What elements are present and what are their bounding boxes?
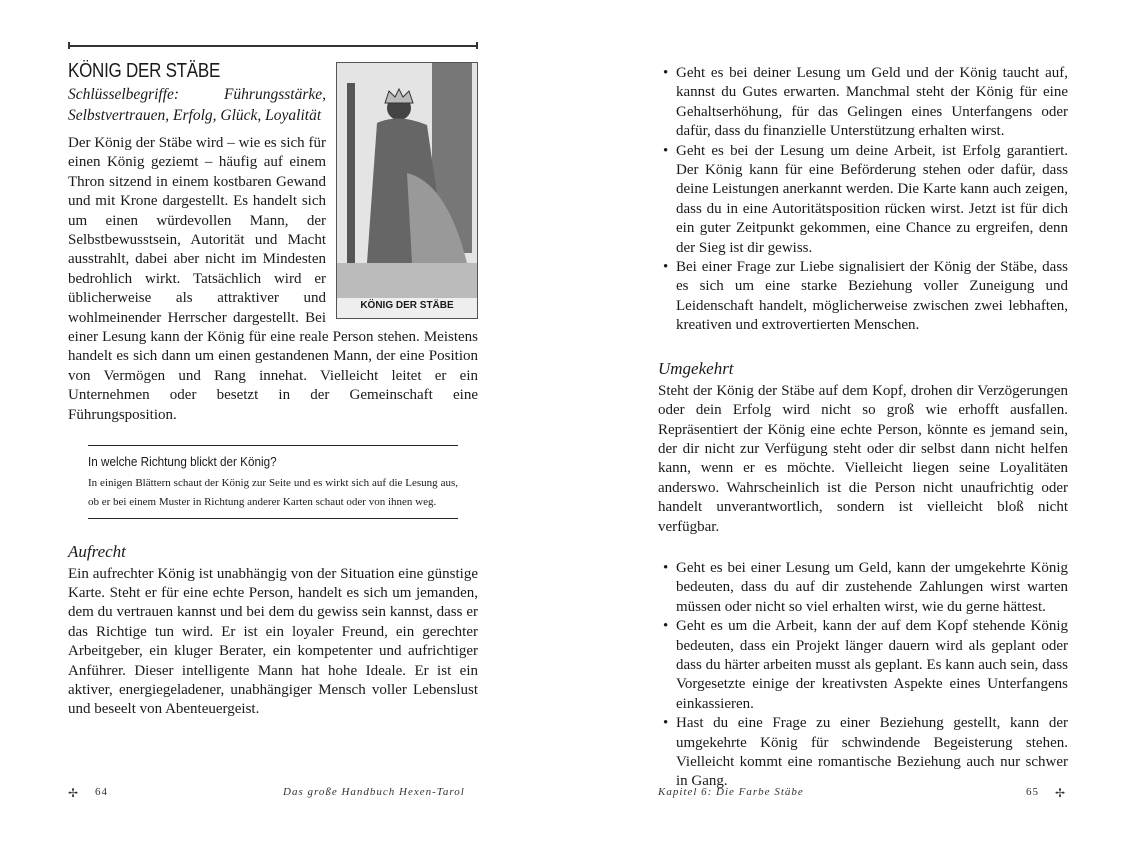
card-label: KÖNIG DER STÄBE (360, 299, 454, 311)
king-figure-illustration (337, 63, 477, 298)
cross-ornament-icon: ✢ (68, 786, 79, 800)
tarot-card-image (336, 62, 478, 319)
list-item: • Geht es bei der Lesung um deine Arbeit, ist Erfolg garantiert. Der König kann für eine Beförderung stehen oder dafür, dass deine Leistungen anerkannt werden. Die Karte kann auch zeigen, dass du in eine Autoritätsposition rücken wirst. Jetzt ist für dich ein guter Zeitpunkt gekommen, eine Chance zu ergreifen, denn der Sieg ist dir gewiss. (676, 142, 1068, 258)
cross-ornament-icon: ✢ (1055, 786, 1066, 800)
upright-heading: Aufrecht (68, 541, 126, 561)
list-item: • Geht es bei einer Lesung um Geld, kann der umgekehrte König bedeuten, dass du auf dir zustehende Zahlungen wirst warten müssen oder nicht so viel erhalten wirst, wie du gerne hättest. (676, 559, 1068, 617)
info-box (88, 445, 458, 518)
reversed-heading: Umgekehrt (658, 358, 734, 378)
info-box-text: In einigen Blättern schaut der König zur Seite und es wirkt sich auf die Lesung aus, ob er bei einem Muster in Richtung anderer Karten schaut oder von ihnen weg. (88, 476, 458, 508)
upright-bullet-list (658, 64, 1068, 336)
page-number: 65 (1026, 786, 1039, 798)
intro-paragraph: Der König der Stäbe wird – wie es sich für einen König geziemt – häufig auf einem Thron sitzend in einem kostbaren Gewand und mit Krone dargestellt. Es handelt sich um einen würdevollen Mann, der Selbstbewusstsein, Autorität und Macht ausstrahlt, dabei aber nicht im Mindesten bedrohlich wirkt. Tatsächlich wird er üblicherweise als attraktiver und wohlmeinender Herrscher dargestellt. Bei einer Lesung kann der König für eine reale Person stehen. Meistens handelt es sich dann um einen gestandenen Mann, der eine Position von Vermögen und Rang innehat. Vielleicht leitet er ein Unternehmen oder besetzt in der Gemeinschaft eine Führungsposition. (68, 135, 478, 423)
upright-paragraph: Ein aufrechter König ist unabhängig von der Situation eine günstige Karte. Steht er für eine echte Person, handelt es sich um jemanden, dem du vertrauen kannst und bei dem du gewiss sein kannst, dass er das Richtige tun wird. Er ist ein loyaler Freund, ein gerechter Arbeitgeber, ein kluger Berater, ein kompetenter und aufrichtiger Anführer. Dieser intelligente Mann hat hohe Ideale. Er ist ein aktiver, energiegeladener, unabhängiger Mensch voller Lebenslust und beseelt von Abenteuergeist. (68, 565, 478, 718)
left-column (68, 58, 478, 720)
list-item: • Hast du eine Frage zu einer Beziehung gestellt, kann der umgekehrte König für schwindende Begeisterung stehen. Vielleicht kommt eine romantische Beziehung auch nur schwer in Gang. (676, 714, 1068, 792)
running-footer: Das große Handbuch Hexen-Tarol (283, 786, 465, 798)
list-item: • Bei einer Frage zur Liebe signalisiert der König der Stäbe, dass es sich um eine starke Beziehung voller Zuneigung und Leidenschaft handelt, möglicherweise zwischen zwei lebhaften, kreativen und extrovertierten Menschen. (676, 258, 1068, 336)
reversed-bullet-list (658, 559, 1068, 792)
list-item: • Geht es bei deiner Lesung um Geld und der König taucht auf, kannst du Gutes erwarten. Manchmal steht der König für eine Gehaltserhöhung, für das Gelingen eines Unterfangens oder dafür, dass du finanzielle Unterstützung erhalten wirst. (676, 64, 1068, 142)
page-number: 64 (95, 786, 108, 798)
info-box-title: In welche Richtung blickt der König? (88, 454, 277, 470)
card-title: KÖNIG DER STÄBE (68, 60, 221, 82)
right-column (658, 64, 1068, 792)
top-rule (68, 45, 478, 47)
reversed-paragraph: Steht der König der Stäbe auf dem Kopf, drohen dir Verzögerungen oder dein Erfolg wird nicht so groß wie erhofft ausfallen. Repräsentiert der König eine echte Person, könnte es jemand sein, der dir nicht zur Verfügung steht oder dir selbst dann nicht helfen kann, wenn er es möchte. Vielleicht liegen seine Loyalitäten anderswo. Wahrscheinlich ist die Person nicht unaufrichtig oder handelt unverantwortlich, sondern ist vielleicht bloß nicht verfügbar. (658, 382, 1068, 535)
running-footer: Kapitel 6: Die Farbe Stäbe (658, 786, 804, 798)
right-page (567, 0, 1134, 859)
list-item: • Geht es um die Arbeit, kann der auf dem Kopf stehende König bedeuten, dass ein Projekt länger dauern wird als geplant oder dass du härter arbeiten musst als geplant. Es kann auch sein, dass Vorgesetzte einige der kreativsten Aspekte eines Unterfangens einkassieren. (676, 617, 1068, 714)
keywords: Schlüsselbegriffe: Führungsstärke, Selbstvertrauen, Erfolg, Glück, Loyalität (68, 86, 326, 124)
